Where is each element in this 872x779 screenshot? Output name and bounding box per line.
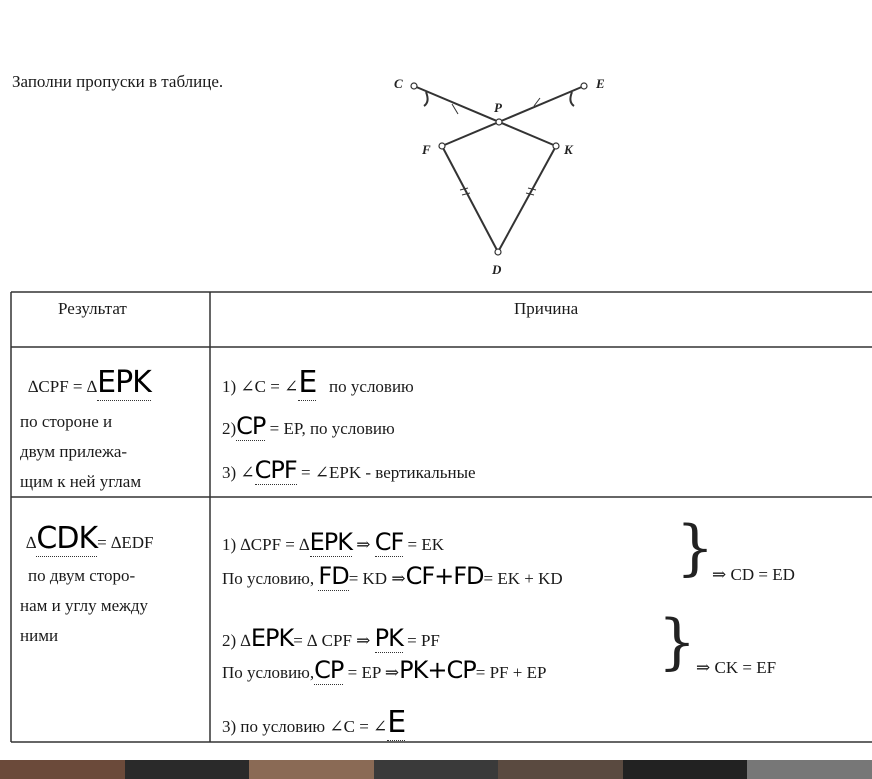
row1-r1-prefix: 1) ∠C = ∠ xyxy=(222,377,299,396)
row2-b2-l1-handwriting1: EPK xyxy=(250,624,294,652)
row1-reason-2 xyxy=(222,412,395,440)
row2-b3-handwriting: E xyxy=(387,705,406,740)
row1-r3-prefix: 3) ∠ xyxy=(222,463,255,482)
row2-b2-l2-suffix: = PF + EP xyxy=(475,663,547,682)
row2-b1-l2-handwriting1: FD xyxy=(318,562,349,590)
bottom-photo-strip xyxy=(0,760,872,779)
header-reason: Причина xyxy=(514,299,579,318)
row1-result-handwriting: EPK xyxy=(97,365,151,400)
row2-b2-l1-suffix: = PF xyxy=(407,631,440,650)
row2-b1-l1-handwriting1: EPK xyxy=(309,528,352,556)
row2-b2-l1-prefix: 2) ∆ xyxy=(222,631,251,650)
point-label-e: E xyxy=(596,76,605,91)
row1-result-line1: по стороне и xyxy=(20,412,113,431)
row1-result-line3: щим к ней углам xyxy=(20,472,142,491)
row2-block1-line2 xyxy=(222,562,563,590)
row1-result-prefix: ∆CPF = ∆ xyxy=(28,377,98,396)
row2-result-line1: по двум сторо- xyxy=(28,566,136,585)
row1-result-line2: двум прилежа- xyxy=(20,442,128,461)
row2-result-handwriting: CDK xyxy=(36,521,98,556)
row2-block1-result: ⇒ CD = ED xyxy=(712,565,795,584)
row2-b2-l2-prefix: По условию, xyxy=(222,663,315,682)
row2-b2-l1-mid: = ∆ CPF ⇒ xyxy=(293,631,371,650)
row2-result-line3: ними xyxy=(20,626,59,645)
point-label-k: K xyxy=(564,142,573,157)
row1-reason-1 xyxy=(222,365,414,400)
row2-b1-l1-handwriting2: CF xyxy=(374,528,404,556)
brace-right-1: } xyxy=(676,513,715,583)
row2-block1-line1 xyxy=(222,528,444,556)
row1-r2-handwriting: CP xyxy=(236,412,266,440)
row2-result-suffix: = ∆EDF xyxy=(97,533,154,552)
point-label-d: D xyxy=(492,262,502,277)
row2-block2-result: ⇒ CK = EF xyxy=(696,658,777,677)
row1-reason-3 xyxy=(222,456,476,484)
row1-r3-handwriting: CPF xyxy=(254,456,297,484)
point-label-c: C xyxy=(394,76,403,91)
row2-b1-l1-arrow: ⇒ xyxy=(356,535,371,554)
row2-b3-prefix: 3) по условию ∠C = ∠ xyxy=(222,717,388,736)
row2-b2-l2-handwriting2: PK+CP xyxy=(399,656,476,684)
row1-r2-suffix: = EP, по условию xyxy=(269,419,395,438)
row1-result-formula xyxy=(28,365,151,400)
instruction-text: Заполни пропуски в таблице. xyxy=(12,72,224,91)
row2-block2-line2 xyxy=(222,656,546,684)
row2-block2-line1 xyxy=(222,624,440,652)
row2-b1-l1-suffix: = EK xyxy=(407,535,444,554)
row2-result-formula xyxy=(26,521,154,556)
row2-b1-l2-mid: = KD ⇒ xyxy=(348,569,406,588)
row2-b1-l2-handwriting2: CF+FD xyxy=(405,562,484,590)
row2-b1-l2-prefix: По условию, xyxy=(222,569,315,588)
row1-r1-suffix: по условию xyxy=(329,377,414,396)
row2-b2-l2-handwriting1: CP xyxy=(314,656,344,684)
row1-r3-suffix: = ∠EPK - вертикальные xyxy=(300,463,476,482)
row1-r1-handwriting: E xyxy=(298,365,317,400)
row2-b1-l2-suffix: = EK + KD xyxy=(483,569,563,588)
row2-b2-l2-mid: = EP ⇒ xyxy=(347,663,400,682)
point-label-f: F xyxy=(422,142,431,157)
brace-right-2: } xyxy=(658,607,697,677)
header-result: Результат xyxy=(58,299,127,318)
geometry-figure xyxy=(388,62,618,282)
row2-b2-l1-handwriting2: PK xyxy=(374,624,403,652)
row1-r2-prefix: 2) xyxy=(222,419,237,438)
row2-result-line2: нам и углу между xyxy=(20,596,149,615)
row2-block3-line xyxy=(222,705,406,740)
row2-result-prefix: ∆ xyxy=(26,533,37,552)
row2-b1-l1-prefix: 1) ∆CPF = ∆ xyxy=(222,535,310,554)
point-label-p: P xyxy=(494,100,502,115)
